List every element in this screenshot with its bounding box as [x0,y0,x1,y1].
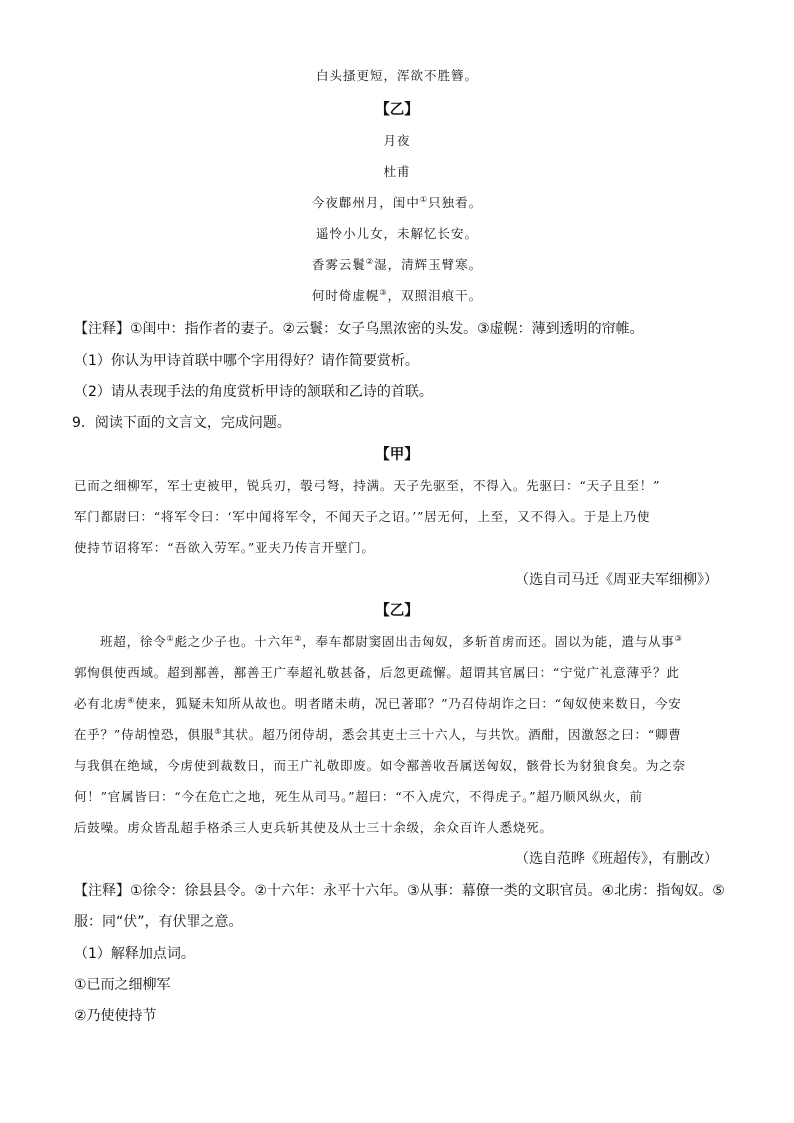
note-marker: ② [365,257,375,266]
passage-jia-line: 军门都尉曰：“将军令曰：‘军中闻将军令，不闻天子之诏。’”居无何，上至，又不得入。于是上乃使 [74,509,651,524]
passage-text: 与我俱在绝域，今虏使到裁数日，而王广礼敬即废。如令鄯善收吾属送匈奴，骸骨长为豺狼食矣。为之奈 [74,758,686,773]
passage-text: 郭恂俱使西域。超到鄯善，鄯善王广奉超礼敬甚备，后忽更疏懈。超谓其官属曰：“宁觉广礼意薄乎？此 [74,665,680,680]
poem-notes: 【注释】①闺中：指作者的妻子。②云鬟：女子乌黑浓密的头发。③虚幌：薄到透明的帘帷。 [74,321,644,337]
sub-question-item: ①已而之细柳军 [74,977,171,993]
note-marker: ④ [127,696,136,705]
poem-yi-author: 杜甫 [383,164,411,179]
poem-text: 湿，清辉玉臂寒。 [374,257,483,272]
note-marker: ③ [674,634,683,643]
passage-text: 彪之少子也。十六年 [174,634,295,649]
poem-question-2: （2）请从表现手法的角度赏析甲诗的颔联和乙诗的首联。 [74,384,433,400]
note-marker: ① [166,634,175,643]
passage-yi-line [74,725,682,743]
note-marker: ③ [379,288,388,297]
poem-text: ，双照泪痕干。 [387,288,483,303]
passage-yi-line [74,787,643,805]
passage-yi-line [74,663,680,681]
poem-yi-line [0,255,794,273]
passage-notes-line-1: 【注释】①徐令：徐县县令。②十六年：永平十六年。③从事：幕僚一类的文职官员。④北虏：指匈奴。⑤ [74,883,725,899]
passage-text: 必有北虏 [74,696,128,711]
passage-jia-source: （选自司马迁《周亚夫军细柳》） [515,572,718,588]
sub-question-1: （1）解释加点词。 [74,946,195,962]
passage-jia-line: 使持节诏将军：“吾欲入劳军。”亚夫乃传言开壁门。 [74,540,375,555]
poem-yi-line [0,224,794,242]
sub-question-item: ②乃使使持节 [74,1008,157,1024]
passage-yi-line [100,632,683,650]
poem-text: 遥怜小儿女，未解忆长安。 [315,226,478,241]
passage-yi-source: （选自范晔《班超传》，有删改） [515,851,718,867]
passage-jia-heading: 【甲】 [375,447,419,463]
passage-text: 在乎？”侍胡惶恐，俱服 [74,727,215,742]
passage-text: 何！”官属皆曰：“今在危亡之地，死生从司马。”超曰：“不入虎穴，不得虎子。”超乃顺风纵火，前 [74,789,643,804]
poem-text: 香雾云鬟 [311,257,366,272]
poem-yi-title: 月夜 [383,133,411,148]
passage-yi-line [74,818,553,836]
passage-text: 班超，徐令 [100,634,167,649]
passage-text: 其状。超乃闭侍胡，悉会其吏士三十六人，与共饮。酒酣，因激怒之曰：“卿曹 [222,727,682,742]
passage-jia-line: 已而之细柳军，军士吏被甲，锐兵刃，彀弓弩，持满。天子先驱至，不得入。先驱曰：“天子且至！” [74,478,661,493]
passage-yi-line [74,694,682,712]
poem-text: 何时倚虚幌 [311,288,380,303]
passage-text: ，奉车都尉窦固出击匈奴，多斩首虏而还。固以为能，遣与从事 [302,634,675,649]
passage-yi-heading: 【乙】 [375,603,419,619]
poem-yi-line [0,193,794,211]
passage-text: 后鼓噪。虏众皆乱超手格杀三人吏兵斩其使及从士三十余级，余众百许人悉烧死。 [74,820,553,835]
note-marker: ① [419,195,429,204]
passage-notes-line-2: 服：同“伏”，有伏罪之意。 [74,914,243,930]
poem-text: 今夜鄜州月，闺中 [311,195,420,210]
passage-yi-line [74,756,686,774]
poem-yi-line [0,286,794,304]
passage-text: 使来，狐疑未知所从故也。明者睹未萌，况已著耶？”乃召侍胡诈之曰：“匈奴使来数日，今安 [135,696,682,711]
note-marker: ⑤ [214,727,223,736]
poem-jia-last-line: 白头搔更短，浑欲不胜簪。 [315,68,478,83]
poem-text: 只独看。 [428,195,483,210]
poem-yi-heading: 【乙】 [375,102,419,118]
poem-question-1: （1）你认为甲诗首联中哪个字用得好？请作简要赏析。 [74,353,419,369]
note-marker: ② [294,634,303,643]
question-9-stem: 9．阅读下面的文言文，完成问题。 [72,415,291,431]
